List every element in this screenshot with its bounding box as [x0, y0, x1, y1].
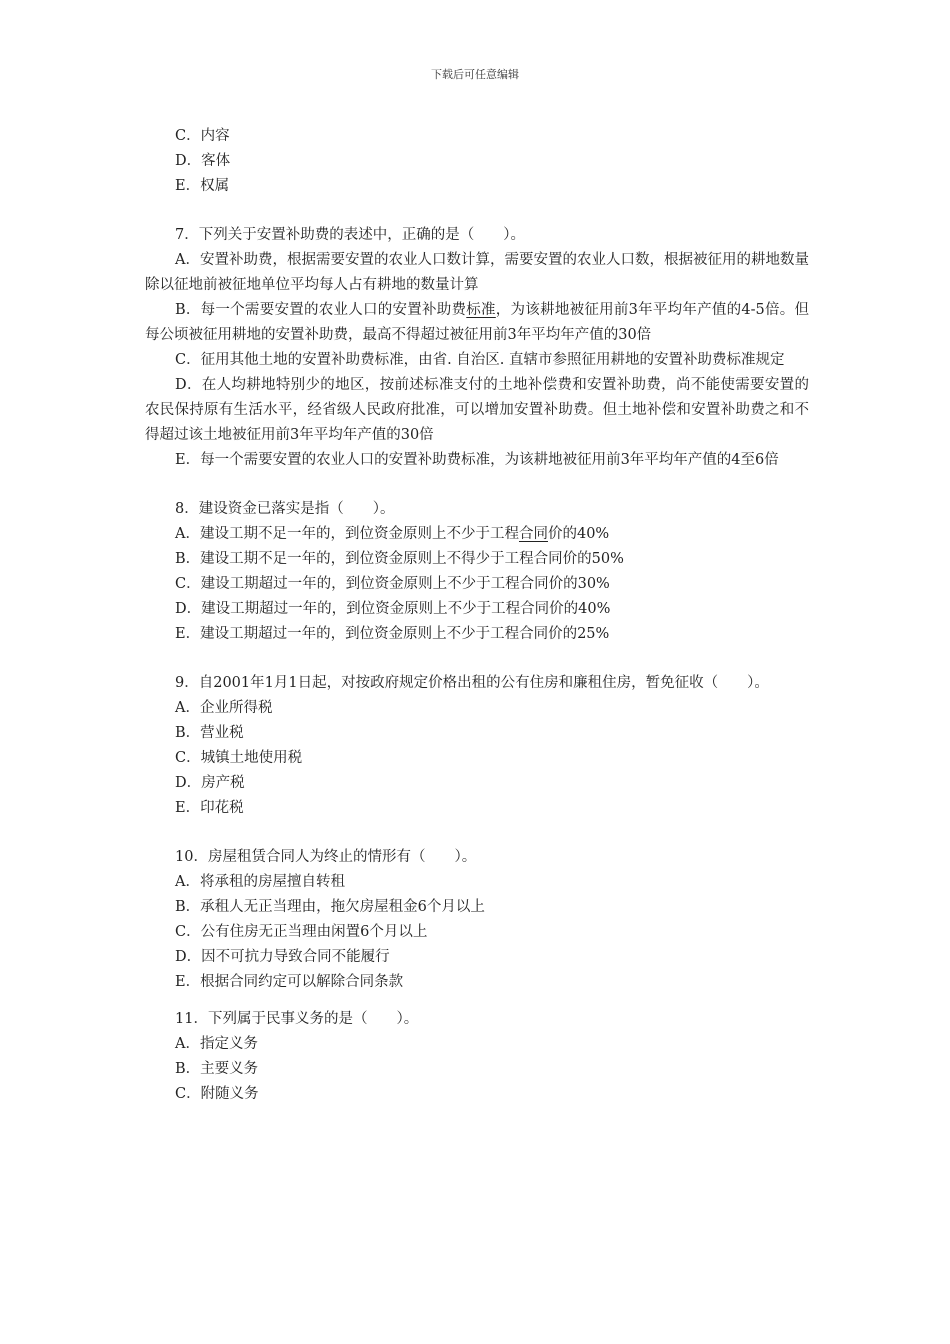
q9-option-b: B．营业税	[175, 725, 244, 741]
q6-option-e: E．权属	[175, 178, 230, 194]
q10-option-b: B．承租人无正当理由，拖欠房屋租金6个月以上	[175, 899, 485, 915]
q8-option-d: D．建设工期超过一年的，到位资金原则上不少于工程合同价的40%	[175, 601, 611, 617]
q11-stem: 11．下列属于民事义务的是（ ）。	[175, 1011, 419, 1027]
q7-stem: 7．下列关于安置补助费的表述中，正确的是（ ）。	[175, 227, 525, 243]
q10-option-d: D．因不可抗力导致合同不能履行	[175, 949, 390, 965]
q6-option-d: D．客体	[175, 153, 231, 169]
q8-option-b: B．建设工期不足一年的，到位资金原则上不得少于工程合同价的50%	[175, 551, 624, 567]
q9-option-c: C．城镇土地使用税	[175, 750, 303, 766]
q8-option-a: A．建设工期不足一年的，到位资金原则上不少于工程合同价的40%	[175, 526, 610, 542]
question-8	[145, 497, 809, 647]
q6-option-c: C．内容	[175, 128, 230, 144]
q8-option-c: C．建设工期超过一年的，到位资金原则上不少于工程合同价的30%	[175, 576, 610, 592]
q7-option-d: D．在人均耕地特别少的地区，按前述标准支付的土地补偿费和安置补助费，尚不能使需要安置的农民保持原有生活水平，经省级人民政府批准，可以增加安置补助费。但土地补偿和安置补助费之和不得超过该土地被征用前3年平均年产值的30倍	[145, 377, 809, 443]
q10-option-a: A．将承租的房屋擅自转租	[175, 874, 345, 890]
q8-option-e: E．建设工期超过一年的，到位资金原则上不少于工程合同价的25%	[175, 626, 610, 642]
q8-stem: 8．建设资金已落实是指（ ）。	[175, 501, 395, 517]
q10-option-c: C．公有住房无正当理由闲置6个月以上	[175, 924, 428, 940]
q9-option-e: E．印花税	[175, 800, 244, 816]
q11-option-c: C．附随义务	[175, 1086, 259, 1102]
q7-option-e: E．每一个需要安置的农业人口的安置补助费标准，为该耕地被征用前3年平均年产值的4至6倍	[175, 452, 779, 468]
question-9	[145, 671, 809, 821]
q7-option-a: A．安置补助费，根据需要安置的农业人口数计算，需要安置的农业人口数，根据被征用的耕地数量除以征地前被征地单位平均每人占有耕地的数量计算	[145, 252, 809, 293]
underlined-term: 合同	[518, 526, 548, 542]
page-header: 下载后可任意编辑	[431, 68, 519, 81]
q7-option-c: C．征用其他土地的安置补助费标准，由省. 自治区. 直辖市参照征用耕地的安置补助费标准规定	[175, 352, 785, 368]
q7-option-b: B．每一个需要安置的农业人口的安置补助费标准，为该耕地被征用前3年平均年产值的4-5倍。但每公顷被征用耕地的安置补助费，最高不得超过被征用前3年平均年产值的30倍	[145, 302, 809, 343]
question-6-options	[145, 124, 809, 199]
question-10	[145, 845, 809, 995]
question-11	[145, 1007, 809, 1107]
q11-option-a: A．指定义务	[175, 1036, 258, 1052]
q9-option-d: D．房产税	[175, 775, 245, 791]
question-7	[145, 223, 809, 473]
q11-option-b: B．主要义务	[175, 1061, 259, 1077]
underlined-term: 标准	[466, 302, 496, 318]
q10-option-e: E．根据合同约定可以解除合同条款	[175, 974, 404, 990]
q10-stem: 10．房屋租赁合同人为终止的情形有（ ）。	[175, 849, 477, 865]
q9-option-a: A．企业所得税	[175, 700, 273, 716]
document-body	[145, 124, 809, 1107]
q9-stem: 9．自2001年1月1日起，对按政府规定价格出租的公有住房和廉租住房，暂免征收（ ）。	[175, 675, 769, 691]
